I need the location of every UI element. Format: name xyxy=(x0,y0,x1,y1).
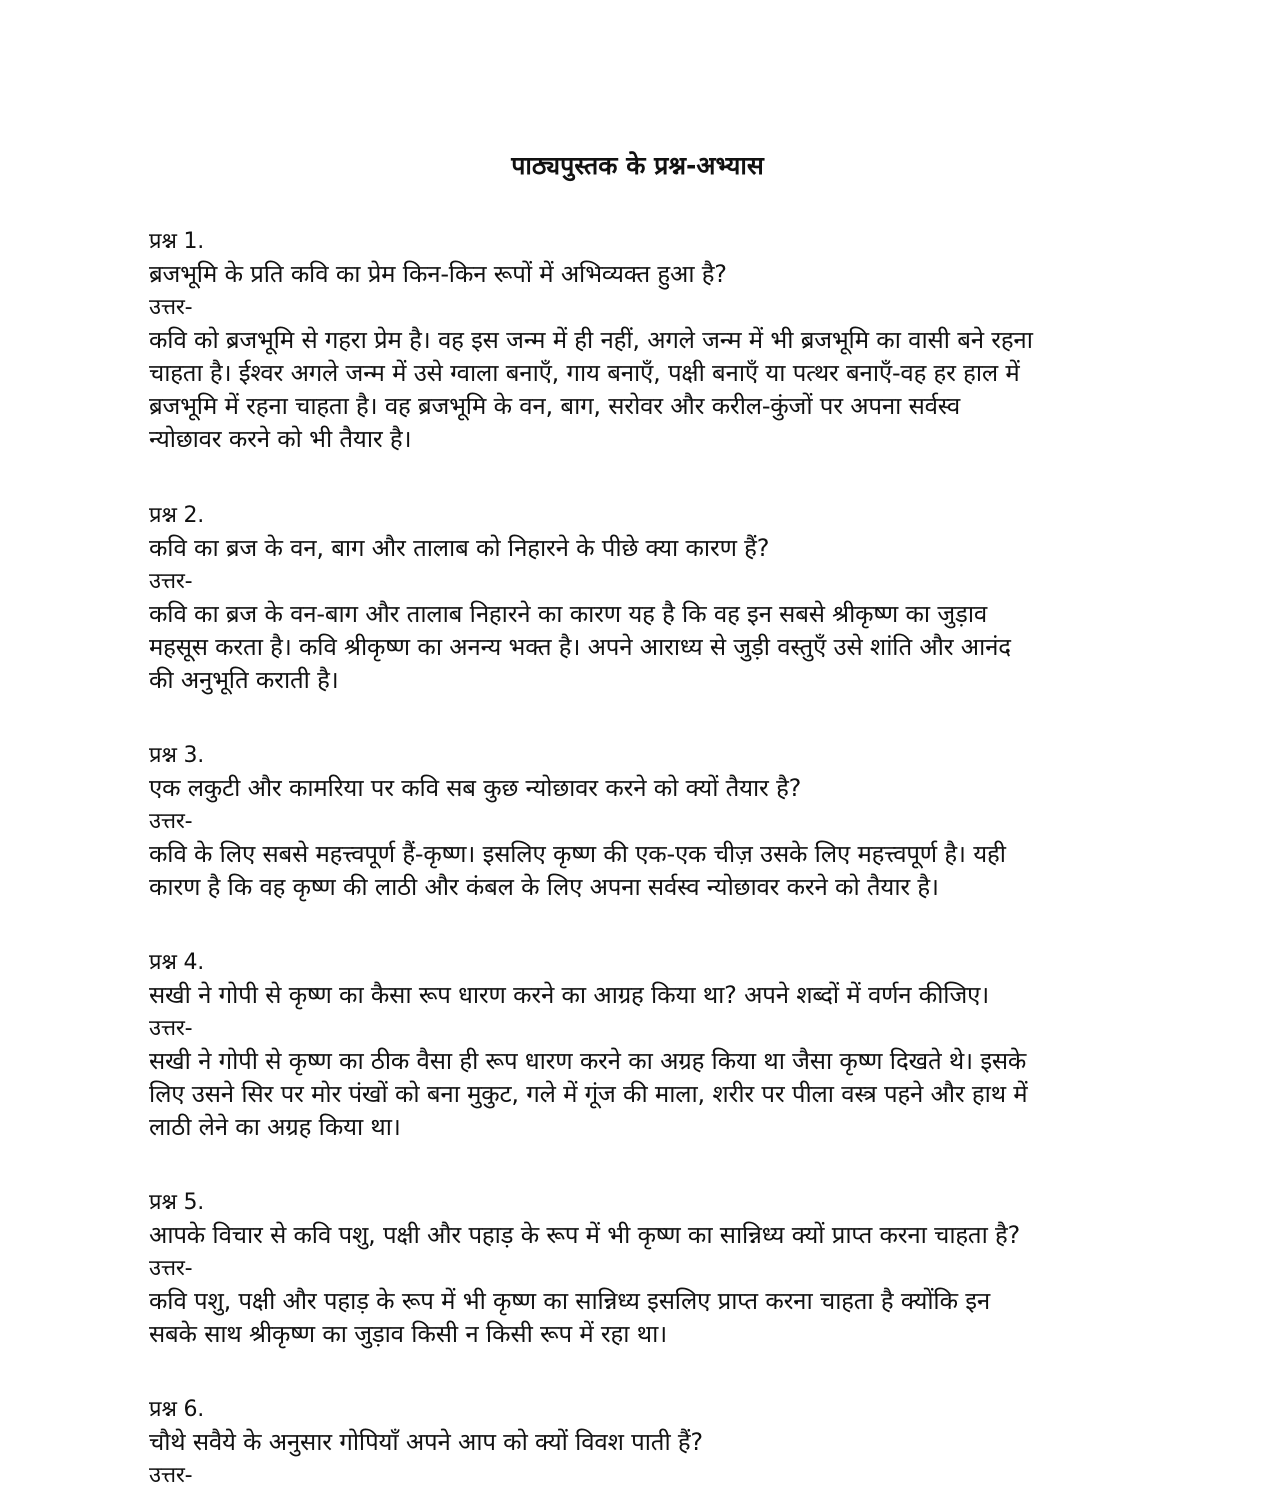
answer-label: उत्तर- xyxy=(149,1463,193,1488)
question-block-5 xyxy=(149,1186,1139,1351)
question-block-4 xyxy=(149,946,1139,1144)
answer-line: की अनुभूति कराती है। xyxy=(149,666,339,694)
question-text: चौथे सवैये के अनुसार गोपियाँ अपने आप को क्यों विवश पाती हैं? xyxy=(149,1428,703,1456)
question-block-3 xyxy=(149,739,1139,904)
answer-line: कारण है कि वह कृष्ण की लाठी और कंबल के लिए अपना सर्वस्व न्योछावर करने को तैयार है। xyxy=(149,873,939,901)
question-label: प्रश्न 1. xyxy=(149,229,205,254)
answer-label: उत्तर- xyxy=(149,1016,193,1041)
answer-line: सखी ने गोपी से कृष्ण का ठीक वैसा ही रूप धारण करने का अग्रह किया था जैसा कृष्ण दिखते थे। इसके xyxy=(149,1047,1027,1075)
question-block-6 xyxy=(149,1393,1139,1492)
question-label: प्रश्न 6. xyxy=(149,1397,205,1422)
question-text: सखी ने गोपी से कृष्ण का कैसा रूप धारण करने का आग्रह किया था? अपने शब्दों में वर्णन कीजिए। xyxy=(149,981,990,1009)
answer-line: ब्रजभूमि में रहना चाहता है। वह ब्रजभूमि के वन, बाग, सरोवर और करील-कुंजों पर अपना सर्वस्व xyxy=(149,392,961,420)
question-text: कवि का ब्रज के वन, बाग और तालाब को निहारने के पीछे क्या कारण हैं? xyxy=(149,534,770,562)
answer-line: कवि का ब्रज के वन-बाग और तालाब निहारने का कारण यह है कि वह इन सबसे श्रीकृष्ण का जुड़ाव xyxy=(149,600,987,628)
question-block-2 xyxy=(149,499,1139,697)
question-label: प्रश्न 4. xyxy=(149,950,205,975)
question-text: ब्रजभूमि के प्रति कवि का प्रेम किन-किन रूपों में अभिव्यक्त हुआ है? xyxy=(149,260,727,288)
question-label: प्रश्न 2. xyxy=(149,503,205,528)
answer-label: उत्तर- xyxy=(149,295,193,320)
question-block-1 xyxy=(149,225,1139,456)
answer-label: उत्तर- xyxy=(149,809,193,834)
answer-line: लिए उसने सिर पर मोर पंखों को बना मुकुट, गले में गूंज की माला, शरीर पर पीला वस्त्र पहने और हाथ में xyxy=(149,1080,1028,1108)
question-text: आपके विचार से कवि पशु, पक्षी और पहाड़ के रूप में भी कृष्ण का सान्निध्य क्यों प्राप्त करना चाहता है? xyxy=(149,1221,1021,1249)
question-label: प्रश्न 3. xyxy=(149,743,205,768)
answer-line: सबके साथ श्रीकृष्ण का जुड़ाव किसी न किसी रूप में रहा था। xyxy=(149,1320,667,1348)
answer-line: कवि के लिए सबसे महत्त्वपूर्ण हैं-कृष्ण। इसलिए कृष्ण की एक-एक चीज़ उसके लिए महत्त्वपूर्ण है। यही xyxy=(149,840,1006,868)
answer-line: चाहता है। ईश्वर अगले जन्म में उसे ग्वाला बनाएँ, गाय बनाएँ, पक्षी बनाएँ या पत्थर बनाएँ-वह हर हाल में xyxy=(149,359,1020,387)
question-text: एक लकुटी और कामरिया पर कवि सब कुछ न्योछावर करने को क्यों तैयार है? xyxy=(149,774,802,802)
answer-line: कवि को ब्रजभूमि से गहरा प्रेम है। वह इस जन्म में ही नहीं, अगले जन्म में भी ब्रजभूमि का वासी बने रहना xyxy=(149,326,1033,354)
answer-line: लाठी लेने का अग्रह किया था। xyxy=(149,1113,401,1141)
page-title: पाठ्यपुस्तक के प्रश्न-अभ्यास xyxy=(511,151,764,180)
answer-label: उत्तर- xyxy=(149,569,193,594)
question-label: प्रश्न 5. xyxy=(149,1190,205,1215)
answer-label: उत्तर- xyxy=(149,1256,193,1281)
answer-line: महसूस करता है। कवि श्रीकृष्ण का अनन्य भक्त है। अपने आराध्य से जुड़ी वस्तुएँ उसे शांति और आनंद xyxy=(149,633,1011,661)
answer-line: कवि पशु, पक्षी और पहाड़ के रूप में भी कृष्ण का सान्निध्य इसलिए प्राप्त करना चाहता है क्योंकि इन xyxy=(149,1287,991,1315)
answer-line: न्योछावर करने को भी तैयार है। xyxy=(149,425,412,453)
